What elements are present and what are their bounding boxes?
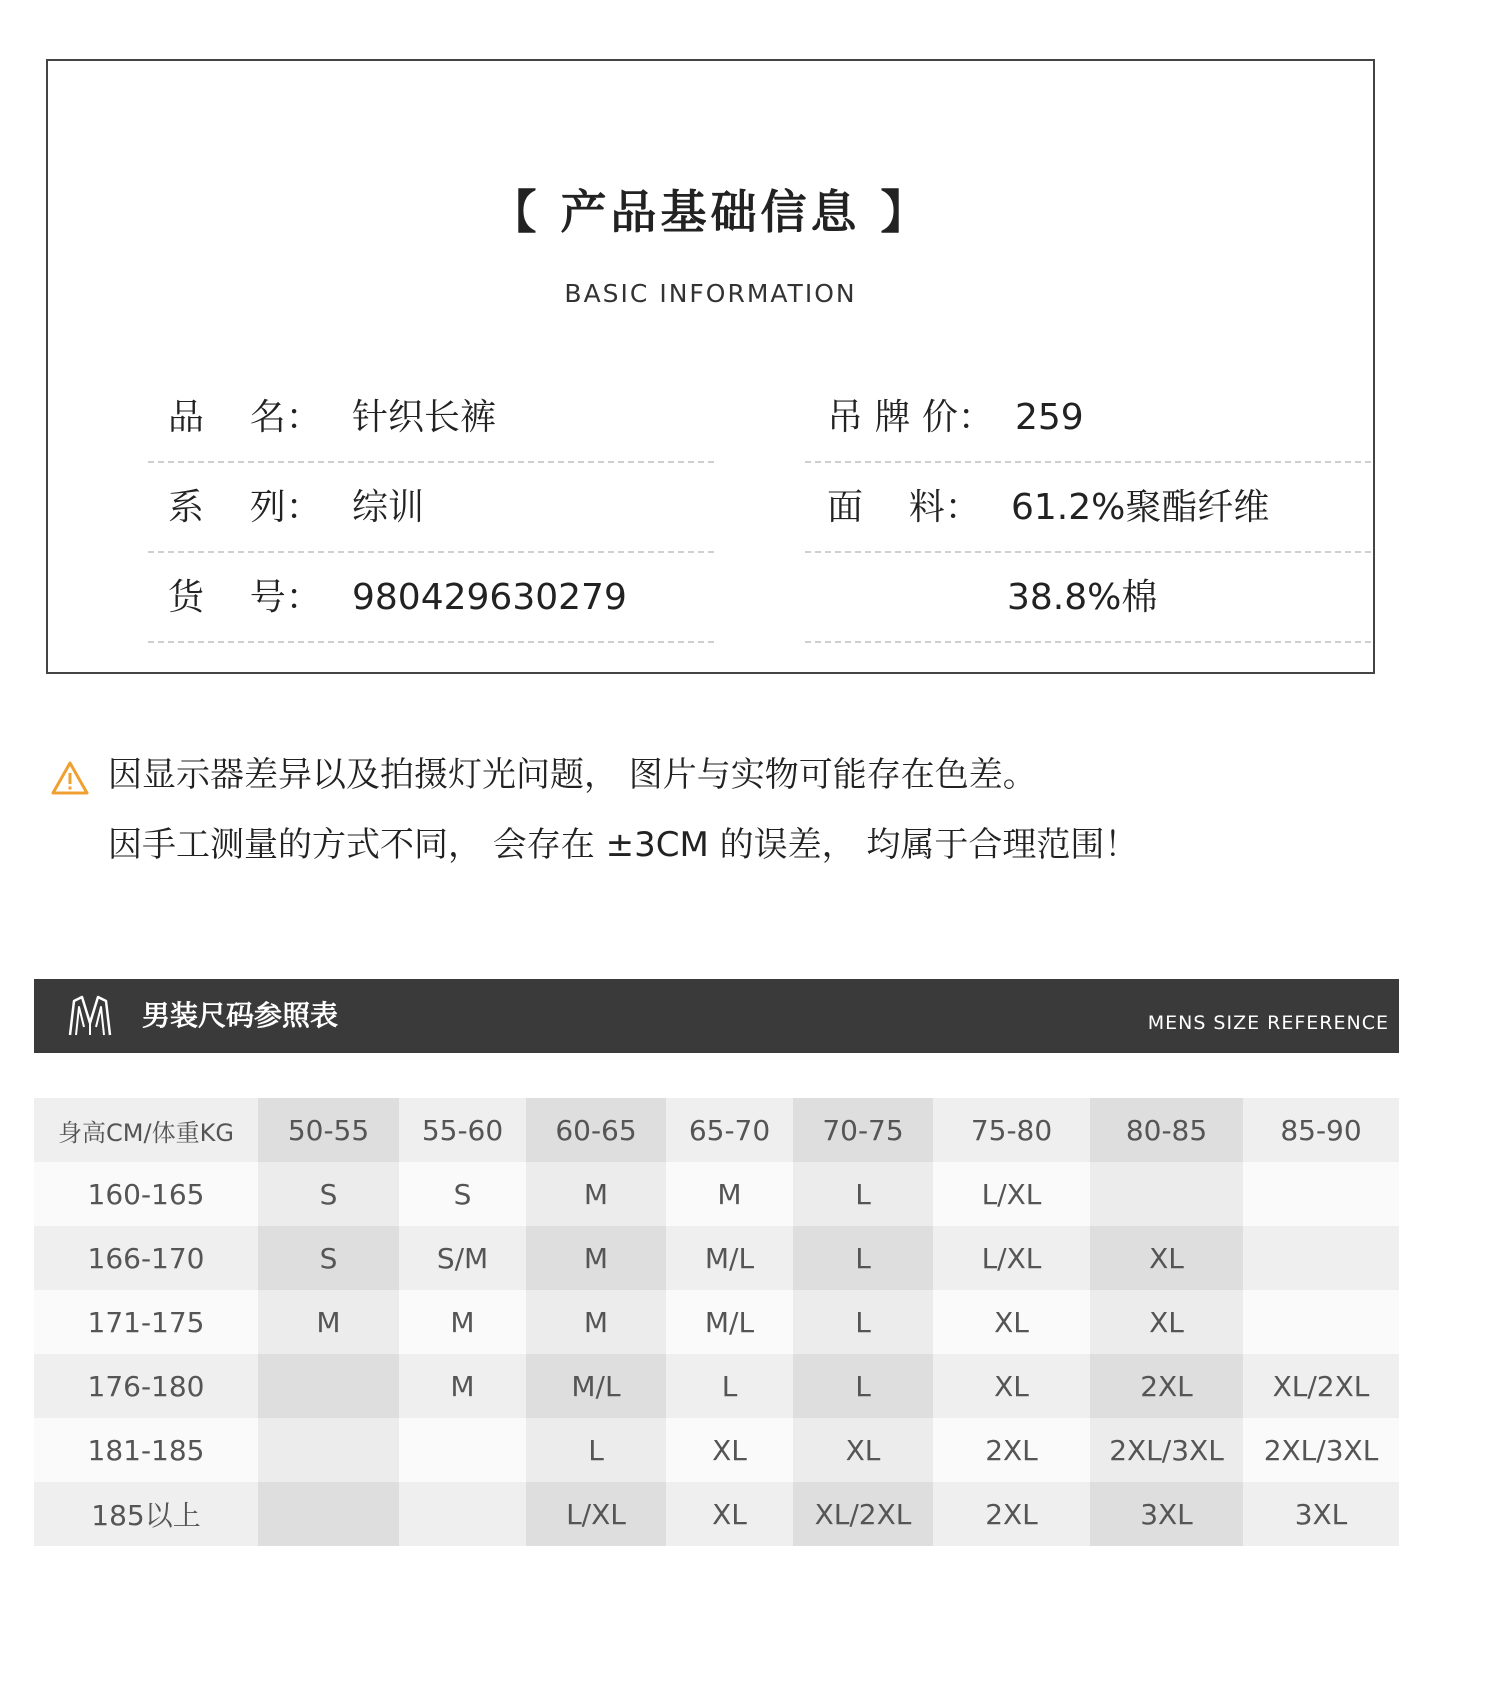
warning-icon <box>50 760 90 796</box>
size-cell: 2XL/3XL <box>1090 1418 1243 1482</box>
size-cell: XL <box>933 1290 1090 1354</box>
table-row <box>34 1354 1399 1418</box>
field-label: 面 料： <box>827 487 981 528</box>
size-cell: M/L <box>666 1290 793 1354</box>
size-cell: L <box>793 1226 933 1290</box>
weight-header: 70-75 <box>793 1098 933 1162</box>
size-cell <box>399 1418 526 1482</box>
size-cell: M <box>526 1226 666 1290</box>
size-cell <box>399 1482 526 1546</box>
size-cell: 2XL <box>933 1418 1090 1482</box>
size-cell <box>1243 1226 1399 1290</box>
table-row <box>34 1418 1399 1482</box>
table-row <box>34 1162 1399 1226</box>
brand-logo-icon <box>64 993 116 1039</box>
field-value: 针织长裤 <box>352 397 497 438</box>
field-fabric-continued <box>805 553 1371 643</box>
size-cell: 2XL <box>933 1482 1090 1546</box>
size-cell: L <box>793 1354 933 1418</box>
size-cell: L <box>793 1290 933 1354</box>
basic-info-title: 【 产品基础信息 】 <box>490 185 931 239</box>
size-cell: XL <box>933 1354 1090 1418</box>
size-chart-subtitle: MENS SIZE REFERENCE <box>1147 1012 1389 1034</box>
height-cell: 166-170 <box>34 1226 258 1290</box>
height-cell: 176-180 <box>34 1354 258 1418</box>
size-cell <box>258 1482 399 1546</box>
size-cell: XL <box>1090 1290 1243 1354</box>
weight-header: 60-65 <box>526 1098 666 1162</box>
size-cell <box>1090 1162 1243 1226</box>
size-cell: L <box>793 1162 933 1226</box>
field-value: 综训 <box>352 487 425 528</box>
size-cell: XL <box>666 1482 793 1546</box>
size-cell <box>258 1418 399 1482</box>
size-cell: XL <box>666 1418 793 1482</box>
size-cell: 2XL <box>1090 1354 1243 1418</box>
field-value: 38.8%棉 <box>1007 577 1158 618</box>
field-label: 吊 牌 价： <box>827 397 994 438</box>
size-cell: M/L <box>526 1354 666 1418</box>
weight-header: 65-70 <box>666 1098 793 1162</box>
size-cell: M <box>399 1290 526 1354</box>
field-value: 61.2%聚酯纤维 <box>1011 487 1270 528</box>
table-row <box>34 1226 1399 1290</box>
height-cell: 160-165 <box>34 1162 258 1226</box>
size-cell: XL/2XL <box>1243 1354 1399 1418</box>
table-row <box>34 1482 1399 1546</box>
size-cell: M <box>526 1290 666 1354</box>
field-fabric <box>805 463 1371 553</box>
field-label: 货 号： <box>168 577 322 618</box>
height-cell: 185以上 <box>34 1482 258 1546</box>
size-cell: XL/2XL <box>793 1482 933 1546</box>
size-cell: L/XL <box>933 1162 1090 1226</box>
size-cell: M <box>666 1162 793 1226</box>
size-cell <box>1243 1290 1399 1354</box>
weight-header: 75-80 <box>933 1098 1090 1162</box>
size-cell: M <box>526 1162 666 1226</box>
size-cell: S <box>399 1162 526 1226</box>
size-cell: S <box>258 1226 399 1290</box>
size-cell: L <box>666 1354 793 1418</box>
basic-info-panel <box>46 59 1375 674</box>
size-cell: L/XL <box>526 1482 666 1546</box>
size-chart-title: 男装尺码参照表 <box>142 999 339 1032</box>
notice-line-1: 因显示器差异以及拍摄灯光问题， 图片与实物可能存在色差。 <box>108 755 1037 795</box>
size-chart-header <box>34 979 1399 1053</box>
weight-header: 85-90 <box>1243 1098 1399 1162</box>
notice-line-2: 因手工测量的方式不同， 会存在 ±3CM 的误差， 均属于合理范围！ <box>108 825 1139 865</box>
size-cell <box>258 1354 399 1418</box>
size-cell: S <box>258 1162 399 1226</box>
field-label: 系 列： <box>168 487 322 528</box>
field-item-number <box>148 553 714 643</box>
weight-header: 50-55 <box>258 1098 399 1162</box>
size-chart-table <box>34 1098 1399 1546</box>
size-header-row <box>34 1098 1399 1162</box>
size-cell: L <box>526 1418 666 1482</box>
size-cell: 3XL <box>1243 1482 1399 1546</box>
size-cell: S/M <box>399 1226 526 1290</box>
weight-header: 55-60 <box>399 1098 526 1162</box>
size-cell <box>1243 1162 1399 1226</box>
field-value: 980429630279 <box>352 577 627 618</box>
size-cell: M <box>258 1290 399 1354</box>
table-row <box>34 1290 1399 1354</box>
weight-header: 80-85 <box>1090 1098 1243 1162</box>
basic-info-subtitle: BASIC INFORMATION <box>564 279 857 308</box>
size-cell: 2XL/3XL <box>1243 1418 1399 1482</box>
size-cell: M/L <box>666 1226 793 1290</box>
field-value: 259 <box>1015 397 1084 438</box>
field-product-name <box>148 373 714 463</box>
field-label: 品 名： <box>168 397 322 438</box>
field-series <box>148 463 714 553</box>
size-cell: L/XL <box>933 1226 1090 1290</box>
size-cell: XL <box>1090 1226 1243 1290</box>
size-cell: M <box>399 1354 526 1418</box>
height-cell: 171-175 <box>34 1290 258 1354</box>
size-cell: XL <box>793 1418 933 1482</box>
size-cell: 3XL <box>1090 1482 1243 1546</box>
field-tag-price <box>805 373 1371 463</box>
height-cell: 181-185 <box>34 1418 258 1482</box>
corner-label: 身高CM/体重KG <box>34 1098 258 1162</box>
